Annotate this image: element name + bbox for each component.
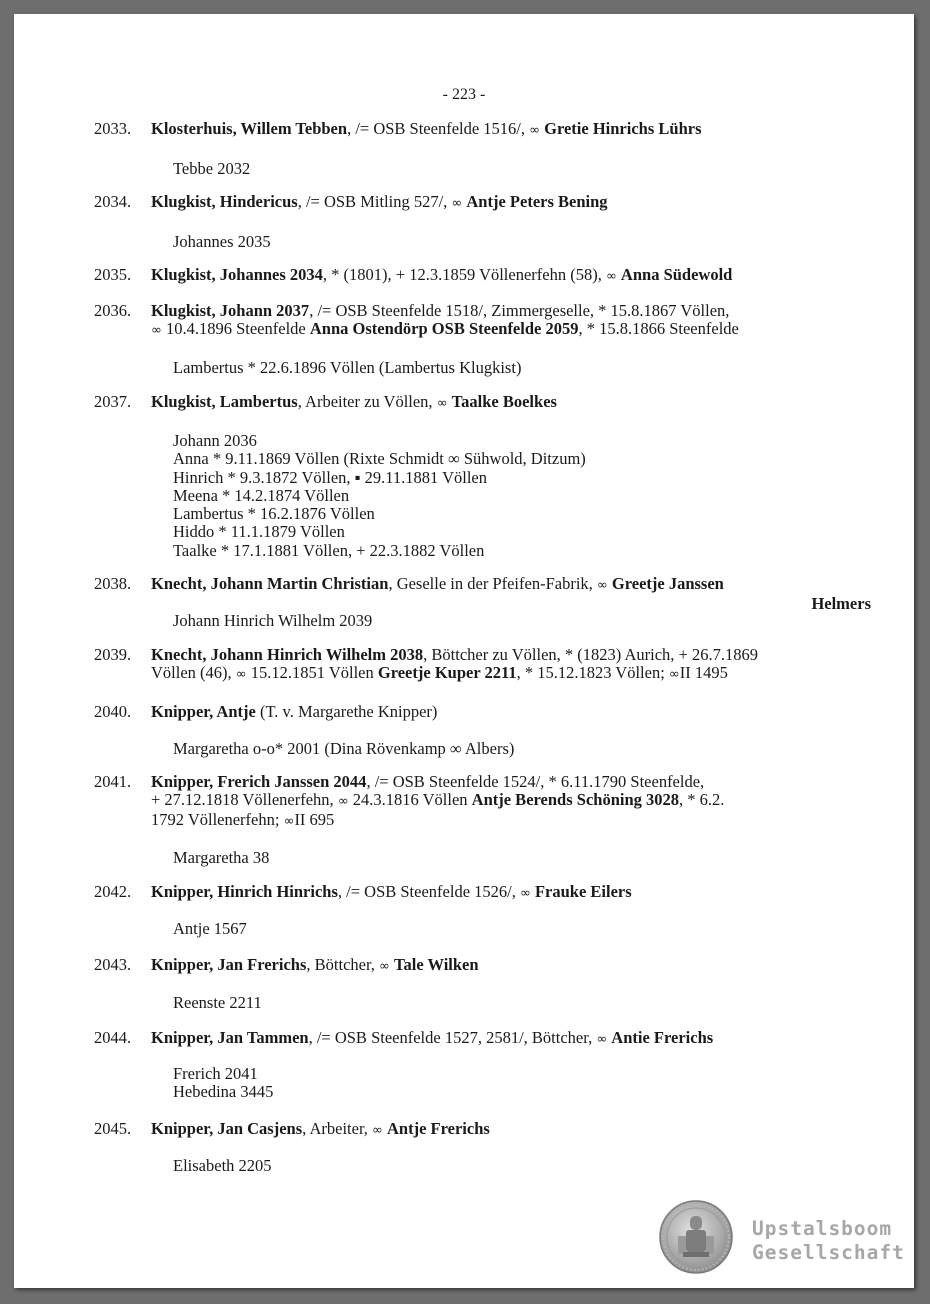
- entry-heading: [151, 956, 871, 976]
- child-entry: Meena * 14.2.1874 Völlen: [173, 485, 350, 505]
- marriage-symbol: ∞: [283, 814, 295, 829]
- child-entry: Hiddo * 11.1.1879 Völlen: [173, 522, 345, 542]
- child-entry: Johannes 2035: [173, 232, 271, 251]
- entry-number: 2041.: [94, 772, 132, 791]
- entry-text: 1792 Völlenerfehn;: [151, 810, 284, 829]
- entry-text: + 27.12.1818 Völlenerfehn,: [151, 790, 338, 809]
- person-name: Knipper, Jan Tammen: [151, 1028, 309, 1047]
- entry-text: , Böttcher,: [306, 955, 380, 974]
- person-name: Knipper, Jan Casjens: [151, 1119, 303, 1138]
- entry-heading: [151, 646, 871, 684]
- entry-text: 15.12.1851 Völlen: [246, 663, 378, 682]
- children-list: [173, 233, 853, 251]
- person-name: Helmers: [811, 594, 871, 613]
- entry-text: 24.3.1816 Völlen: [348, 790, 472, 809]
- marriage-symbol: ∞: [596, 1032, 608, 1047]
- person-name: Knipper, Jan Frerichs: [151, 955, 307, 974]
- entry-text: , * 15.8.1866 Steenfelde: [578, 319, 739, 338]
- marriage-symbol: ∞: [235, 667, 247, 682]
- entry-text: , Arbeiter zu Völlen,: [297, 392, 437, 411]
- person-name: Antie Frerichs: [611, 1028, 714, 1047]
- entry-number: 2039.: [94, 645, 132, 664]
- entry-text: , Böttcher zu Völlen, * (1823) Aurich, + 26.7.1869: [423, 645, 758, 664]
- child-entry: Reenste 2211: [173, 993, 262, 1012]
- children-list: [173, 160, 853, 178]
- entry-text: 10.4.1896 Steenfelde: [161, 319, 310, 338]
- document-page: [14, 14, 914, 1288]
- person-name: Antje Berends Schöning 3028: [471, 790, 680, 809]
- entry-number: 2037.: [94, 392, 132, 411]
- entry-text: , * 6.2.: [679, 790, 725, 809]
- entry-number: 2034.: [94, 192, 132, 211]
- entry-text: , Geselle in der Pfeifen-Fabrik,: [388, 574, 597, 593]
- entry-heading: [151, 393, 871, 413]
- person-name: Gretie Hinrichs Lührs: [544, 119, 702, 138]
- person-name: Anna Ostendörp OSB Steenfelde 2059: [309, 319, 579, 338]
- person-name: Anna Südewold: [620, 265, 733, 284]
- person-name: Greetje Janssen: [611, 574, 724, 593]
- children-list: [173, 1065, 853, 1102]
- child-entry: Tebbe 2032: [173, 159, 251, 178]
- entry-heading: [151, 120, 871, 140]
- child-entry: Anna * 9.11.1869 Völlen (Rixte Schmidt ∞ Sühwold, Ditzum): [173, 449, 586, 469]
- child-entry: Johann Hinrich Wilhelm 2039: [173, 611, 373, 630]
- marriage-symbol: ∞: [605, 269, 617, 284]
- entry-text: , * (1801), + 12.3.1859 Völlenerfehn (58),: [322, 265, 606, 284]
- child-entry: Hinrich * 9.3.1872 Völlen, ▪ 29.11.1881 Völlen: [173, 467, 487, 487]
- marriage-symbol: ∞: [436, 396, 448, 411]
- entry-heading: [151, 193, 871, 213]
- entry-number: 2042.: [94, 882, 132, 901]
- child-entry: Lambertus * 22.6.1896 Völlen (Lambertus Klugkist): [173, 358, 522, 377]
- entry-text: , * 15.12.1823 Völlen;: [516, 663, 669, 682]
- person-name: Knecht, Johann Martin Christian: [151, 574, 389, 593]
- marriage-symbol: ∞: [519, 886, 531, 901]
- marriage-symbol: ∞: [337, 794, 349, 809]
- child-entry: Taalke * 17.1.1881 Völlen, + 22.3.1882 Völlen: [173, 540, 485, 560]
- children-list: [173, 920, 853, 938]
- entry-number: 2043.: [94, 955, 132, 974]
- entry-heading: [151, 575, 871, 613]
- person-name: Frauke Eilers: [534, 882, 632, 901]
- child-entry: Hebedina 3445: [173, 1082, 274, 1102]
- person-name: Klugkist, Johann 2037: [151, 301, 310, 320]
- marriage-symbol: ∞: [451, 196, 463, 211]
- marriage-symbol: ∞: [668, 667, 680, 682]
- children-list: [173, 740, 853, 758]
- entry-text: Völlen (46),: [151, 663, 236, 682]
- child-entry: Frerich 2041: [173, 1064, 258, 1083]
- entry-number: 2038.: [94, 574, 132, 593]
- entry-text: , /= OSB Steenfelde 1526/,: [337, 882, 520, 901]
- entry-number: 2040.: [94, 702, 132, 721]
- children-list: [173, 1157, 853, 1175]
- entry-text: II 1495: [679, 663, 728, 682]
- society-name-line1: Upstalsboom: [752, 1217, 893, 1240]
- person-name: Antje Peters Bening: [466, 192, 608, 211]
- person-name: Klugkist, Hindericus: [151, 192, 298, 211]
- child-entry: Margaretha 38: [173, 848, 270, 867]
- person-name: Antje Frerichs: [387, 1119, 490, 1138]
- child-entry: Margaretha o-o* 2001 (Dina Rövenkamp ∞ Albers): [173, 739, 515, 758]
- entry-number: 2036.: [94, 301, 132, 320]
- marriage-symbol: ∞: [372, 1123, 383, 1138]
- entry-heading: [151, 1120, 871, 1140]
- marriage-symbol: ∞: [529, 123, 540, 138]
- entry-text: , Arbeiter,: [302, 1119, 373, 1138]
- marriage-symbol: ∞: [151, 323, 162, 338]
- entry-text: , /= OSB Steenfelde 1527, 2581/, Böttcher,: [308, 1028, 597, 1047]
- entry-heading: [151, 266, 871, 286]
- entry-number: 2035.: [94, 265, 132, 284]
- children-list: [173, 359, 853, 377]
- entry-heading: [151, 703, 871, 721]
- children-list: [173, 612, 853, 630]
- entry-text: (T. v. Margarethe Knipper): [255, 702, 438, 721]
- person-name: Knecht, Johann Hinrich Wilhelm 2038: [151, 645, 424, 664]
- child-entry: Elisabeth 2205: [173, 1156, 272, 1175]
- entry-text: , /= OSB Mitling 527/,: [297, 192, 452, 211]
- society-name-line2: Gesellschaft: [752, 1241, 905, 1264]
- society-seal-logo: [659, 1200, 733, 1274]
- person-name: Greetje Kuper 2211: [377, 663, 517, 682]
- entry-number: 2044.: [94, 1028, 132, 1047]
- entry-number: 2045.: [94, 1119, 132, 1138]
- person-name: Klosterhuis, Willem Tebben: [151, 119, 348, 138]
- child-entry: Antje 1567: [173, 919, 247, 938]
- entry-heading: [151, 773, 871, 831]
- marriage-symbol: ∞: [379, 959, 390, 974]
- child-entry: Lambertus * 16.2.1876 Völlen: [173, 504, 375, 524]
- entry-text: , /= OSB Steenfelde 1518/, Zimmergeselle, * 15.8.1867 Völlen,: [309, 301, 730, 320]
- person-name: Klugkist, Johannes 2034: [151, 265, 323, 284]
- entry-heading: [151, 302, 871, 340]
- entry-text: , /= OSB Steenfelde 1516/,: [347, 119, 530, 138]
- person-name: Tale Wilken: [394, 955, 479, 974]
- marriage-symbol: ∞: [596, 578, 608, 593]
- society-name: [752, 1217, 905, 1265]
- page-number: - 223 -: [442, 86, 486, 103]
- entry-heading: [151, 1029, 871, 1049]
- child-entry: Johann 2036: [173, 431, 257, 450]
- entry-text: II 695: [294, 810, 335, 829]
- person-name: Knipper, Frerich Janssen 2044: [151, 772, 367, 791]
- children-list: [173, 994, 853, 1012]
- entry-text: , /= OSB Steenfelde 1524/, * 6.11.1790 Steenfelde,: [366, 772, 705, 791]
- person-name: Klugkist, Lambertus: [151, 392, 298, 411]
- person-name: Knipper, Hinrich Hinrichs: [151, 882, 338, 901]
- person-name: Knipper, Antje: [151, 702, 256, 721]
- person-name: Taalke Boelkes: [451, 392, 557, 411]
- entry-heading: [151, 883, 871, 903]
- children-list: [173, 432, 853, 560]
- children-list: [173, 849, 853, 867]
- entry-number: 2033.: [94, 119, 132, 138]
